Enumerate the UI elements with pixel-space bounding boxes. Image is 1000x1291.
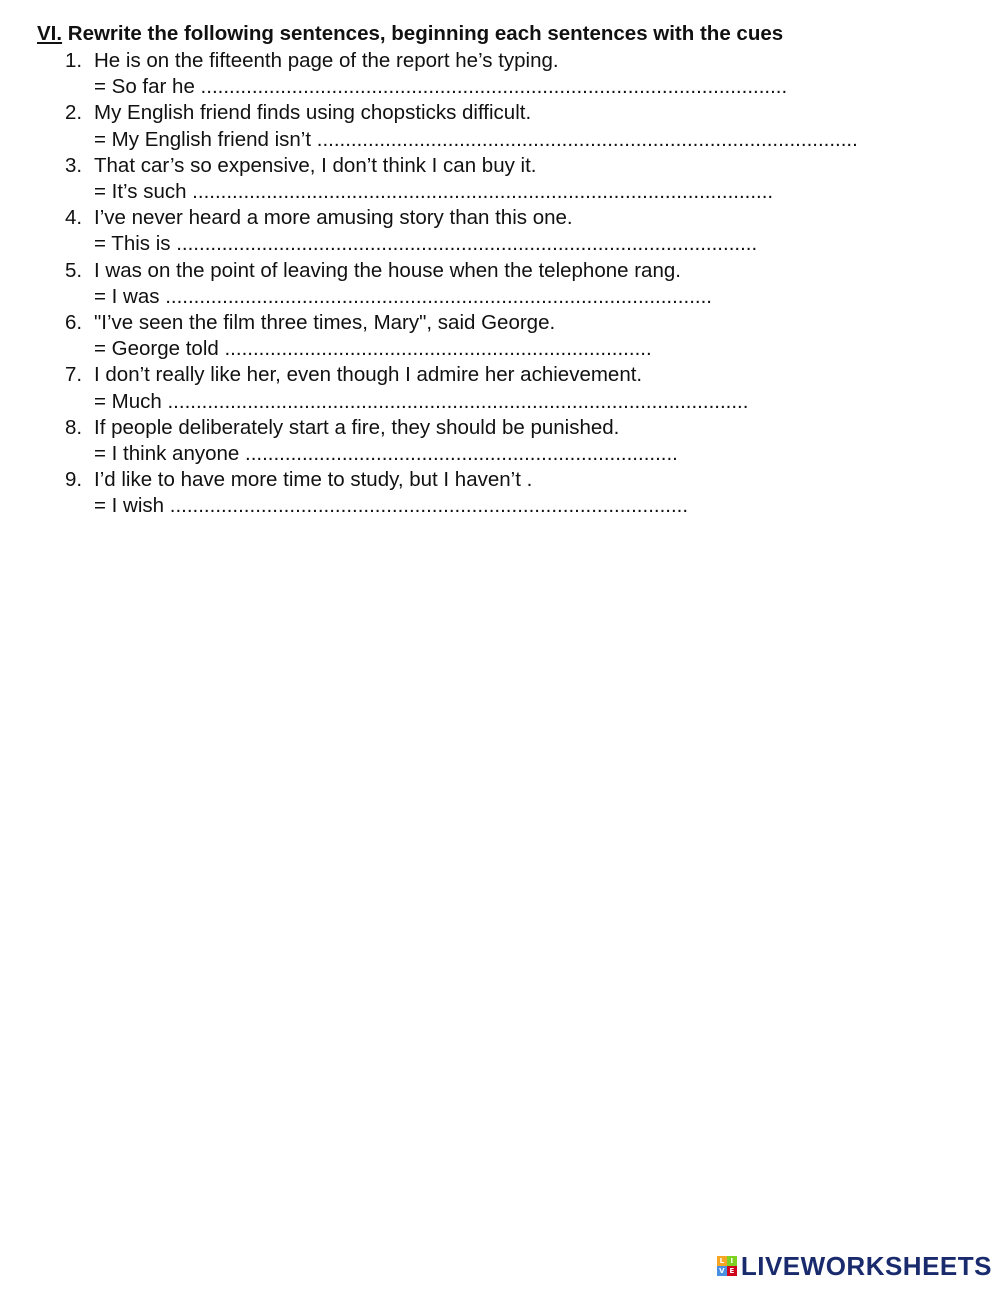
original-sentence: [37, 100, 937, 126]
exercise-item-6: [37, 310, 937, 362]
rewrite-cue[interactable]: = Much ......................................................................................................: [94, 389, 749, 413]
exercise-instructions: Rewrite the following sentences, beginning each sentences with the cues: [62, 22, 784, 45]
exercise-item-1: [37, 48, 937, 100]
item-number: 6.: [65, 311, 83, 335]
exercise-item-9: [37, 467, 937, 519]
item-number: 9.: [65, 468, 83, 492]
sentence-text: He is on the fifteenth page of the report he’s typing.: [94, 49, 559, 72]
rewrite-cue[interactable]: = George told ...........................................................................: [94, 337, 652, 361]
original-sentence: [37, 362, 937, 388]
logo-letter: E: [727, 1266, 737, 1276]
original-sentence: [37, 310, 937, 336]
liveworksheets-logo: [717, 1251, 992, 1281]
sentence-text: I don’t really like her, even though I admire her achievement.: [94, 363, 643, 387]
original-sentence: [37, 205, 937, 231]
sentence-text: I was on the point of leaving the house when the telephone rang.: [94, 258, 681, 282]
rewrite-cue[interactable]: = It’s such ......................................................................................................: [94, 180, 774, 204]
worksheet: [37, 20, 937, 520]
exercise-item-5: [37, 258, 937, 310]
original-sentence: [37, 467, 937, 493]
exercise-list: [37, 48, 937, 520]
item-number: 7.: [65, 363, 83, 387]
sentence-text: I’d like to have more time to study, but I haven’t .: [94, 468, 533, 492]
rewrite-cue[interactable]: = I wish ...........................................................................................: [94, 494, 689, 518]
sentence-text: My English friend finds using chopsticks difficult.: [94, 101, 532, 125]
item-number: 1.: [65, 49, 83, 72]
rewrite-cue[interactable]: = This is ......................................................................................................: [94, 232, 758, 256]
original-sentence: [37, 258, 937, 284]
rewrite-cue[interactable]: = So far he .......................................................................................................: [94, 75, 788, 99]
item-number: 8.: [65, 415, 83, 439]
original-sentence: [37, 415, 937, 441]
item-number: 5.: [65, 258, 83, 282]
exercise-number: VI.: [37, 22, 63, 45]
exercise-item-4: [37, 205, 937, 257]
original-sentence: [37, 153, 937, 179]
sentence-text: That car’s so expensive, I don’t think I can buy it.: [94, 153, 537, 177]
brand-name: LIVEWORKSHEETS: [740, 1251, 992, 1281]
item-number: 4.: [65, 206, 83, 230]
sentence-text: If people deliberately start a fire, they should be punished.: [94, 415, 620, 439]
rewrite-cue[interactable]: = My English friend isn’t ...............................................................................................: [94, 127, 858, 151]
item-number: 3.: [65, 153, 83, 177]
original-sentence: [37, 48, 937, 74]
exercise-item-8: [37, 415, 937, 467]
sentence-text: I’ve never heard a more amusing story than this one.: [94, 206, 573, 230]
logo-letter: I: [727, 1256, 737, 1266]
logo-grid-icon: [717, 1256, 737, 1276]
rewrite-cue[interactable]: = I think anyone ............................................................................: [94, 442, 678, 466]
sentence-text: "I’ve seen the film three times, Mary", said George.: [94, 311, 556, 335]
exercise-item-2: [37, 100, 937, 152]
rewrite-cue[interactable]: = I was ................................................................................................: [94, 284, 712, 308]
exercise-item-3: [37, 153, 937, 205]
exercise-item-7: [37, 362, 937, 414]
logo-letter: L: [717, 1256, 727, 1266]
item-number: 2.: [65, 101, 83, 125]
exercise-heading: [37, 20, 937, 48]
logo-letter: V: [717, 1266, 727, 1276]
